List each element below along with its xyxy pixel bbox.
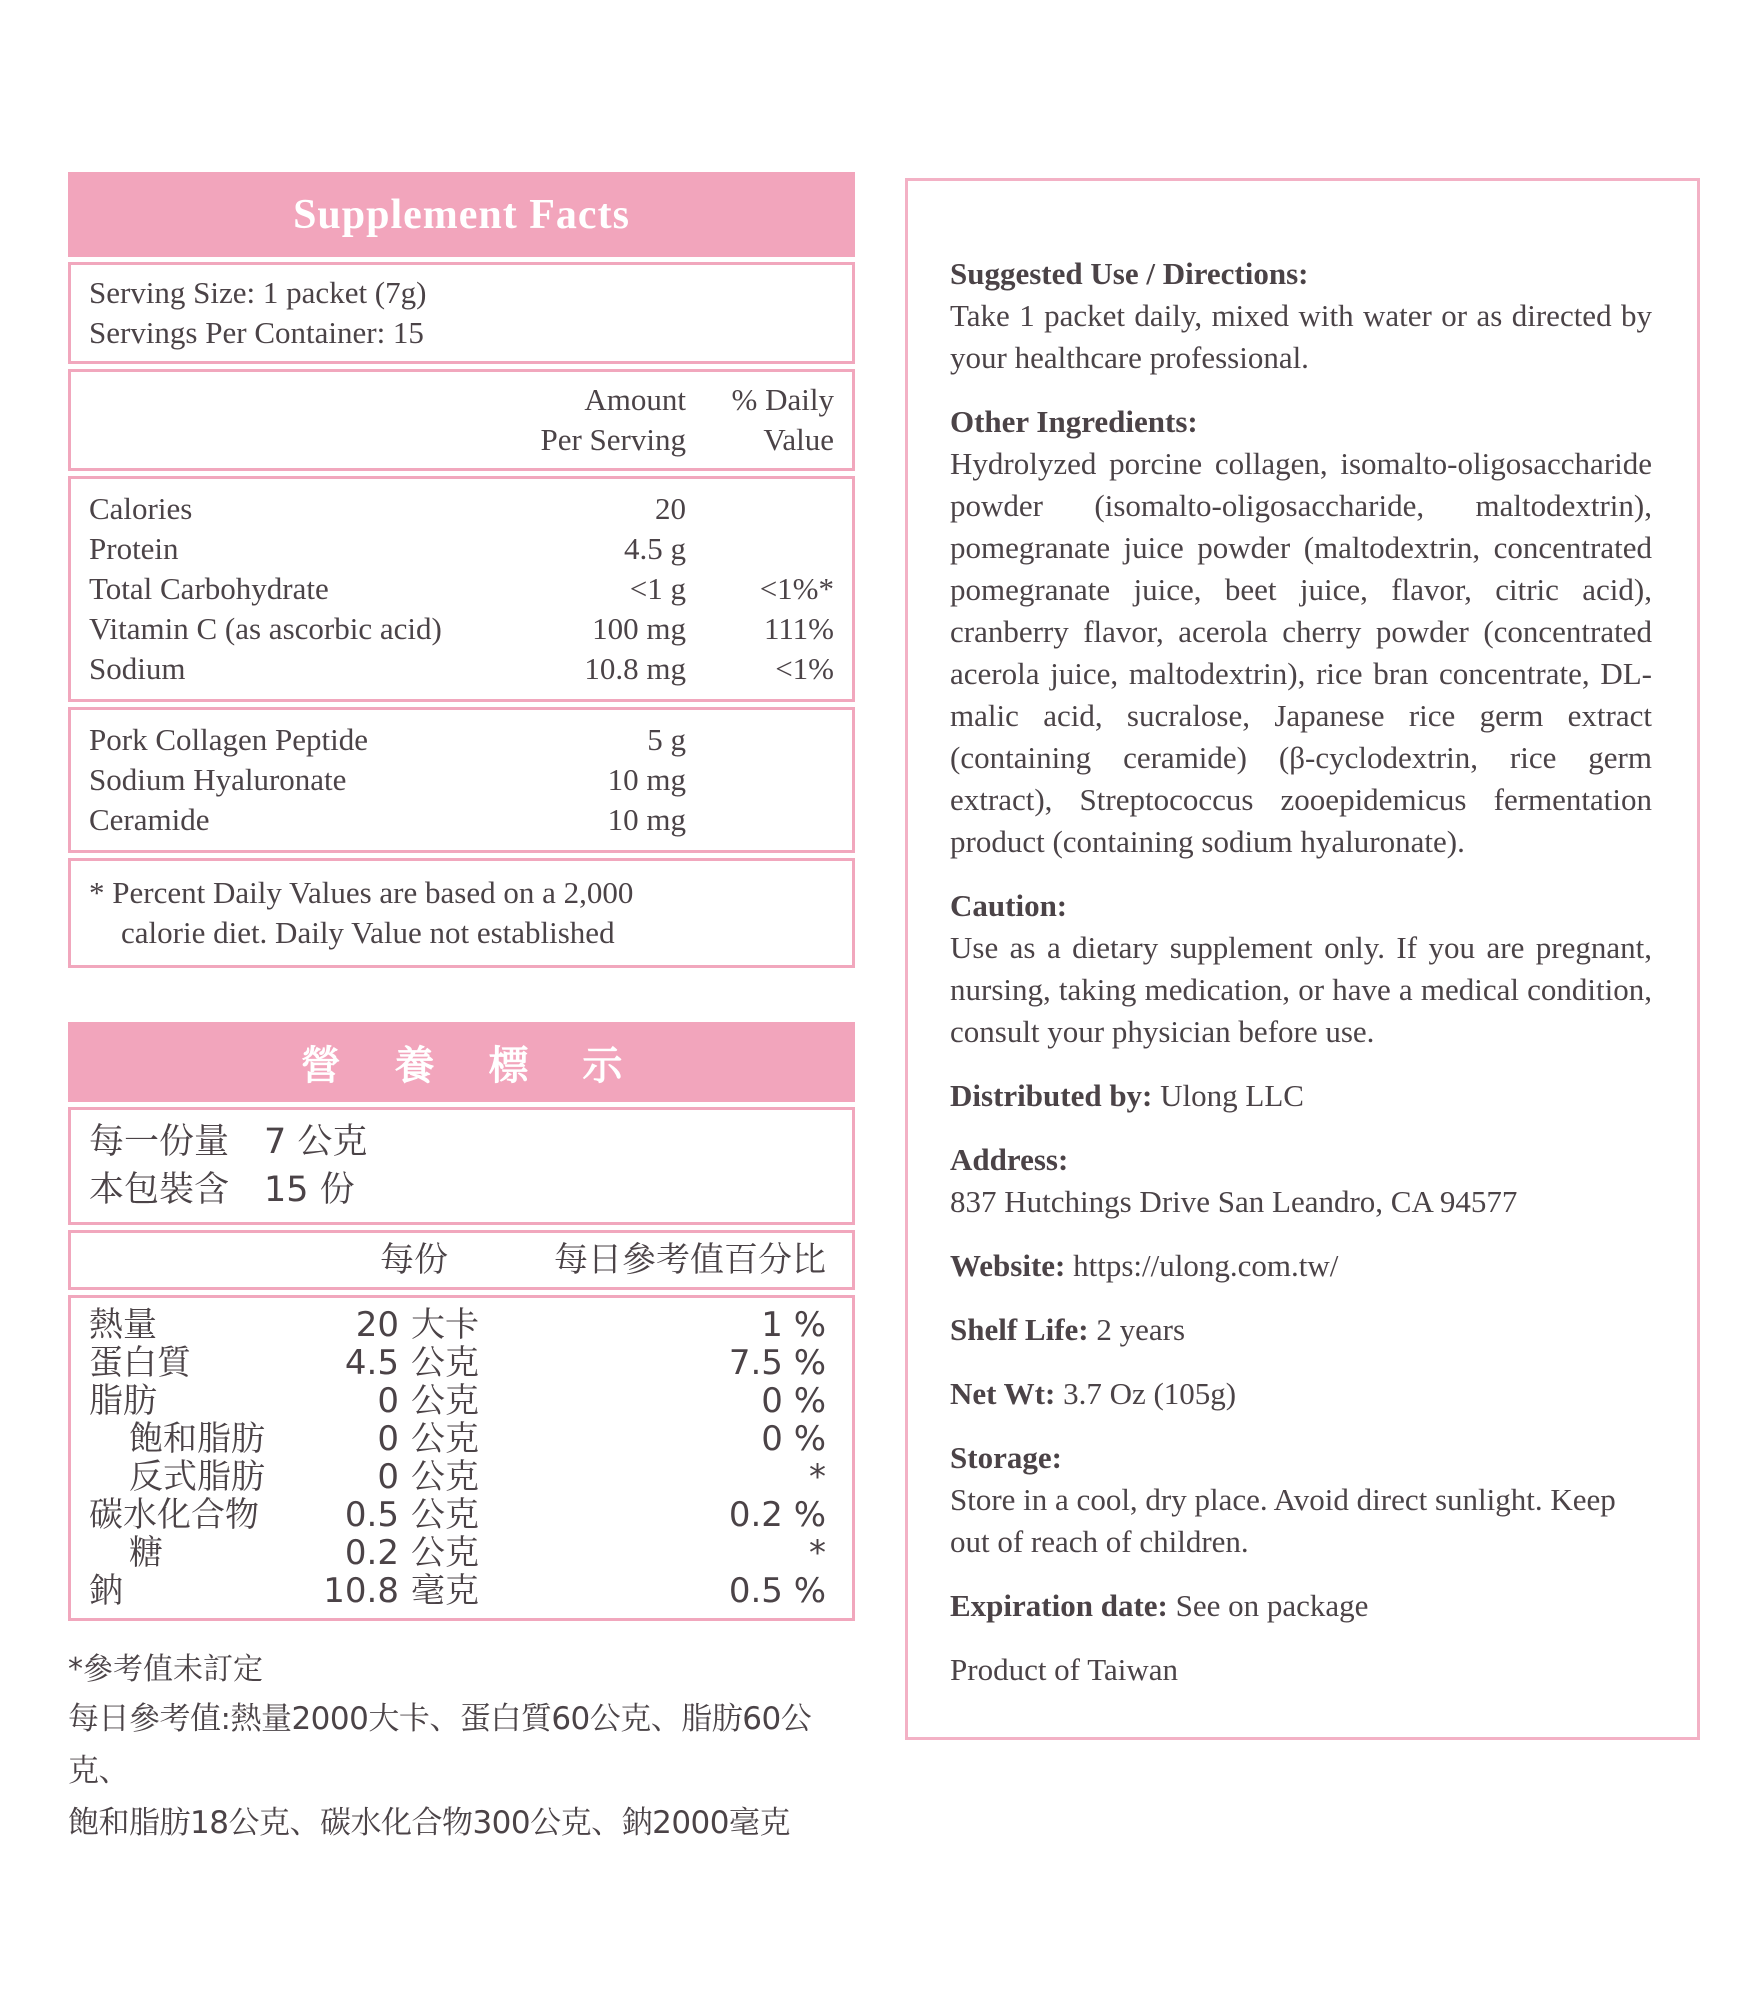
section-heading: Storage: xyxy=(950,1440,1062,1475)
section-distributed-by xyxy=(950,1075,1652,1117)
table-row xyxy=(89,649,834,689)
zh-footnote-line1: *參考值未訂定 xyxy=(68,1652,263,1687)
nutrient-amount: 10.8 mg xyxy=(584,651,686,686)
section-website xyxy=(950,1245,1652,1287)
section-suggested-use xyxy=(950,253,1652,379)
zh-footnote-line3: 飽和脂肪18公克、碳水化合物300公克、鈉2000毫克 xyxy=(68,1805,791,1841)
section-heading: Shelf Life: xyxy=(950,1312,1089,1347)
supplement-facts-header xyxy=(68,172,855,257)
section-storage xyxy=(950,1437,1652,1563)
servings-per-container: Servings Per Container: 15 xyxy=(89,315,424,350)
nutrient-name: Total Carbohydrate xyxy=(89,571,329,606)
section-body: Hydrolyzed porcine collagen, isomalto-oligosaccharide powder (isomalto-oligosaccharide, maltodextrin), pomegranate juice powder (maltodextrin, concentrated pomegranate juice, beet juice, flavor, citric acid), cranberry flavor, acerola cherry powder (concentrated acerola juice, maltodextrin), rice bran concentrate, DL-malic acid, sucralose, Japanese rice germ extract (containing ceramide) (β-cyclodextrin, rice germ extract), Streptococcus zooepidemicus fermentation product (containing sodium hyaluronate). xyxy=(950,446,1652,859)
footnote-line1: * Percent Daily Values are based on a 2,000 xyxy=(89,875,634,910)
amount-header: Amount Per Serving xyxy=(540,382,686,457)
info-panel xyxy=(905,178,1700,1740)
section-heading: Net Wt: xyxy=(950,1376,1056,1411)
nutrient-dv: <1% xyxy=(775,651,834,686)
nutrient-amount: 20 xyxy=(655,491,686,526)
section-address xyxy=(950,1139,1652,1223)
nutrient-amount: <1 g xyxy=(629,571,686,606)
zh-nutrient-name: 脂肪 xyxy=(89,1381,157,1421)
zh-nutrient-rows-box xyxy=(68,1295,855,1621)
zh-serving-size: 每一份量 7 公克 xyxy=(89,1122,368,1162)
zh-serving-box xyxy=(68,1107,855,1225)
serving-info-box xyxy=(68,262,855,364)
section-other-ingredients xyxy=(950,401,1652,863)
column-header-box xyxy=(68,369,855,471)
zh-nutrient-name: 反式脂肪 xyxy=(129,1457,265,1497)
zh-dv-header: 每日參考值百分比 xyxy=(554,1240,826,1280)
table-row: 碳水化合物 0.5 公克 0.2 % xyxy=(89,1495,826,1535)
active-amount: 10 mg xyxy=(607,802,686,837)
table-row: 脂肪 0 公克 0 % xyxy=(89,1381,826,1421)
daily-value-header: % Daily Value xyxy=(731,382,834,457)
nutrient-name: Protein xyxy=(89,531,179,566)
table-row: 蛋白質 4.5 公克 7.5 % xyxy=(89,1343,826,1383)
website-url: https://ulong.com.tw/ xyxy=(1073,1248,1339,1283)
zh-per-serving-header: 每份 xyxy=(380,1240,448,1280)
section-heading: Distributed by: xyxy=(950,1078,1153,1113)
nutrient-amount: 4.5 g xyxy=(624,531,686,566)
section-body: Use as a dietary supplement only. If you are pregnant, nursing, taking medication, or have a medical condition, consult your physician before use. xyxy=(950,930,1652,1049)
zh-nutrient-name: 鈉 xyxy=(89,1571,123,1611)
active-name: Pork Collagen Peptide xyxy=(89,722,368,757)
section-caution xyxy=(950,885,1652,1053)
nutrition-zh-header xyxy=(68,1022,855,1102)
section-heading: Address: xyxy=(950,1142,1069,1177)
active-amount: 5 g xyxy=(647,722,686,757)
table-row xyxy=(89,569,834,609)
table-row xyxy=(89,720,834,760)
zh-nutrient-name: 碳水化合物 xyxy=(89,1495,259,1535)
section-body: Take 1 packet daily, mixed with water or as directed by your healthcare professional. xyxy=(950,298,1652,375)
nutrient-dv: 111% xyxy=(763,611,834,646)
table-row xyxy=(89,760,834,800)
table-row xyxy=(89,489,834,529)
table-row: 反式脂肪 0 公克 * xyxy=(89,1458,826,1496)
table-row xyxy=(89,800,834,840)
zh-footnote-line2: 每日參考值:熱量2000大卡、蛋白質60公克、脂肪60公克、 xyxy=(68,1701,812,1789)
section-body: Product of Taiwan xyxy=(950,1652,1178,1687)
section-body: 2 years xyxy=(1096,1312,1186,1347)
active-amount: 10 mg xyxy=(607,762,686,797)
nutrient-name: Sodium xyxy=(89,651,186,686)
left-column xyxy=(68,172,855,1849)
section-heading: Expiration date: xyxy=(950,1588,1168,1623)
footnote-line2: calorie diet. Daily Value not established xyxy=(121,915,615,950)
zh-nutrient-name: 糖 xyxy=(129,1533,163,1573)
nutrient-rows-box xyxy=(68,476,855,702)
section-body: Ulong LLC xyxy=(1160,1078,1304,1113)
zh-nutrient-name: 熱量 xyxy=(89,1305,157,1345)
nutrient-dv xyxy=(686,529,834,569)
section-body: Store in a cool, dry place. Avoid direct sunlight. Keep out of reach of children. xyxy=(950,1482,1616,1559)
nutrient-amount: 100 mg xyxy=(592,611,686,646)
section-heading: Website: xyxy=(950,1248,1066,1283)
nutrient-dv xyxy=(686,489,834,529)
zh-nutrient-name: 蛋白質 xyxy=(89,1343,191,1383)
section-body: 3.7 Oz (105g) xyxy=(1063,1376,1237,1411)
section-heading: Suggested Use / Directions: xyxy=(950,256,1309,291)
nutrient-name: Calories xyxy=(89,491,193,526)
daily-value-footnote-box xyxy=(68,858,855,968)
table-row xyxy=(89,529,834,569)
section-net-wt xyxy=(950,1373,1652,1415)
section-expiration-date xyxy=(950,1585,1652,1627)
serving-size: Serving Size: 1 packet (7g) xyxy=(89,275,427,310)
section-heading: Other Ingredients: xyxy=(950,404,1198,439)
nutrition-zh-title: 營 養 標 示 xyxy=(300,1042,643,1089)
section-product-origin xyxy=(950,1649,1652,1691)
table-row: 飽和脂肪 0 公克 0 % xyxy=(89,1420,826,1458)
table-row: 熱量 20 大卡 1 % xyxy=(89,1305,826,1345)
active-name: Sodium Hyaluronate xyxy=(89,762,347,797)
active-ingredients-box xyxy=(68,707,855,853)
zh-column-header-box xyxy=(68,1230,855,1290)
zh-footnote xyxy=(68,1647,855,1849)
section-shelf-life xyxy=(950,1309,1652,1351)
section-body: See on package xyxy=(1175,1588,1369,1623)
active-name: Ceramide xyxy=(89,802,210,837)
supplement-facts-title: Supplement Facts xyxy=(293,191,630,238)
nutrient-name: Vitamin C (as ascorbic acid) xyxy=(89,611,442,646)
zh-servings-per-pack: 本包裝含 15 份 xyxy=(89,1170,355,1210)
table-row xyxy=(89,609,834,649)
section-body: 837 Hutchings Drive San Leandro, CA 94577 xyxy=(950,1184,1518,1219)
nutrient-dv: <1%* xyxy=(759,571,834,606)
table-row: 糖 0.2 公克 * xyxy=(89,1534,826,1572)
zh-nutrient-name: 飽和脂肪 xyxy=(129,1419,265,1459)
table-row: 鈉 10.8 毫克 0.5 % xyxy=(89,1571,826,1611)
section-heading: Caution: xyxy=(950,888,1068,923)
